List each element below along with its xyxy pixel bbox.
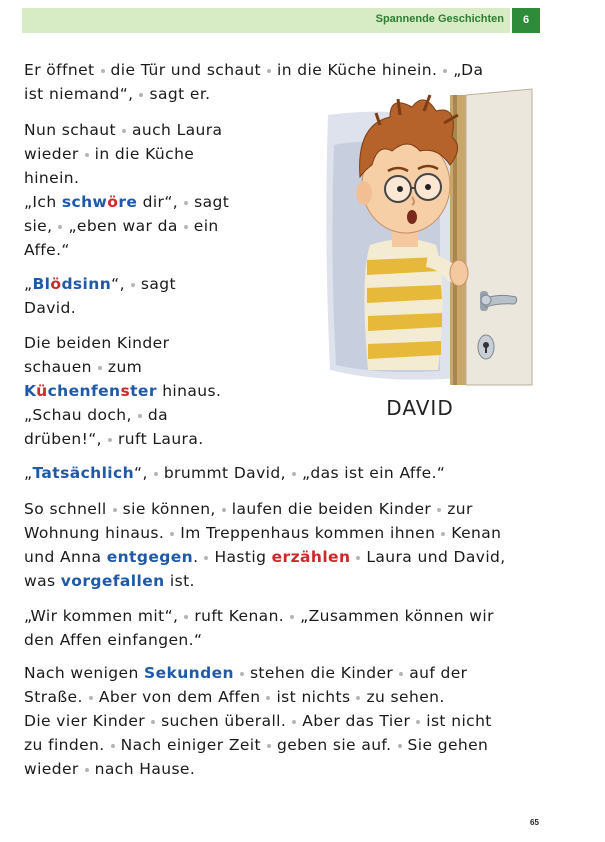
section-number-tab: 6 (512, 8, 540, 33)
text-line: Affe.“ (24, 241, 70, 259)
reading-dot-icon (184, 615, 188, 619)
text-line: „Schau doch, da (24, 406, 168, 424)
page-number: 65 (530, 818, 539, 827)
reading-dot-icon (101, 69, 105, 73)
reading-dot-icon (267, 69, 271, 73)
reading-dot-icon (292, 472, 296, 476)
reading-dot-icon (267, 744, 271, 748)
boy-at-door-illustration (320, 85, 540, 425)
reading-dot-icon (131, 283, 135, 287)
reading-dot-icon (113, 508, 117, 512)
reading-dot-icon (356, 556, 360, 560)
section-title: Spannende Geschichten (375, 13, 504, 25)
reading-dot-icon (290, 615, 294, 619)
text-line: „Ich schwöre dir“, sagt (24, 193, 230, 211)
reading-dot-icon (399, 672, 403, 676)
reading-dot-icon (151, 720, 155, 724)
reading-dot-icon (356, 696, 360, 700)
reading-dot-icon (204, 556, 208, 560)
text-line: Straße. Aber von dem Affen ist nichts zu sehen. (24, 688, 445, 706)
reading-dot-icon (98, 366, 102, 370)
text-line: hinein. (24, 169, 80, 187)
reading-dot-icon (398, 744, 402, 748)
text-line: und Anna entgegen. Hastig erzählen Laura und David, (24, 548, 506, 566)
reading-dot-icon (89, 696, 93, 700)
reading-dot-icon (154, 472, 158, 476)
text-line: ist niemand“, sagt er. (24, 85, 211, 103)
text-line: drüben!“, ruft Laura. (24, 430, 204, 448)
reading-dot-icon (108, 438, 112, 442)
text-line: „Blödsinn“, sagt (24, 275, 177, 293)
text-line: Nach wenigen Sekunden stehen die Kinder auf der (24, 664, 468, 682)
reading-dot-icon (416, 720, 420, 724)
text-line: den Affen einfangen.“ (24, 631, 203, 649)
reading-dot-icon (139, 93, 143, 97)
reading-dot-icon (138, 414, 142, 418)
reading-dot-icon (85, 153, 89, 157)
text-line: Küchenfenster hinaus. (24, 382, 222, 400)
text-line: schauen zum (24, 358, 143, 376)
reading-dot-icon (266, 696, 270, 700)
text-line: Die beiden Kinder (24, 334, 170, 352)
text-line: „Tatsächlich“, brummt David, „das ist ein Affe.“ (24, 464, 446, 482)
reading-dot-icon (85, 768, 89, 772)
text-line: wieder in die Küche (24, 145, 195, 163)
reading-dot-icon (122, 129, 126, 133)
reading-dot-icon (240, 672, 244, 676)
text-line: sie, „eben war da ein (24, 217, 219, 235)
text-line: Wohnung hinaus. Im Treppenhaus kommen ihnen Kenan (24, 524, 502, 542)
reading-dot-icon (111, 744, 115, 748)
reading-dot-icon (184, 201, 188, 205)
reading-dot-icon (184, 225, 188, 229)
reading-dot-icon (437, 508, 441, 512)
text-line: „Wir kommen mit“, ruft Kenan. „Zusammen können wir (24, 607, 494, 625)
text-line: was vorgefallen ist. (24, 572, 195, 590)
text-line: Er öffnet die Tür und schaut in die Küche hinein. „Da (24, 61, 484, 79)
text-line: So schnell sie können, laufen die beiden Kinder zur (24, 500, 473, 518)
text-line: Nun schaut auch Laura (24, 121, 223, 139)
text-line: wieder nach Hause. (24, 760, 196, 778)
text-line: zu finden. Nach einiger Zeit geben sie auf. Sie gehen (24, 736, 489, 754)
reading-dot-icon (222, 508, 226, 512)
text-line: David. (24, 299, 77, 317)
section-header-bar (22, 8, 510, 33)
reading-dot-icon (170, 532, 174, 536)
illustration-caption: DAVID (386, 396, 454, 420)
reading-dot-icon (58, 225, 62, 229)
reading-dot-icon (292, 720, 296, 724)
reading-dot-icon (441, 532, 445, 536)
text-line: Die vier Kinder suchen überall. Aber das Tier ist nicht (24, 712, 492, 730)
reading-dot-icon (443, 69, 447, 73)
